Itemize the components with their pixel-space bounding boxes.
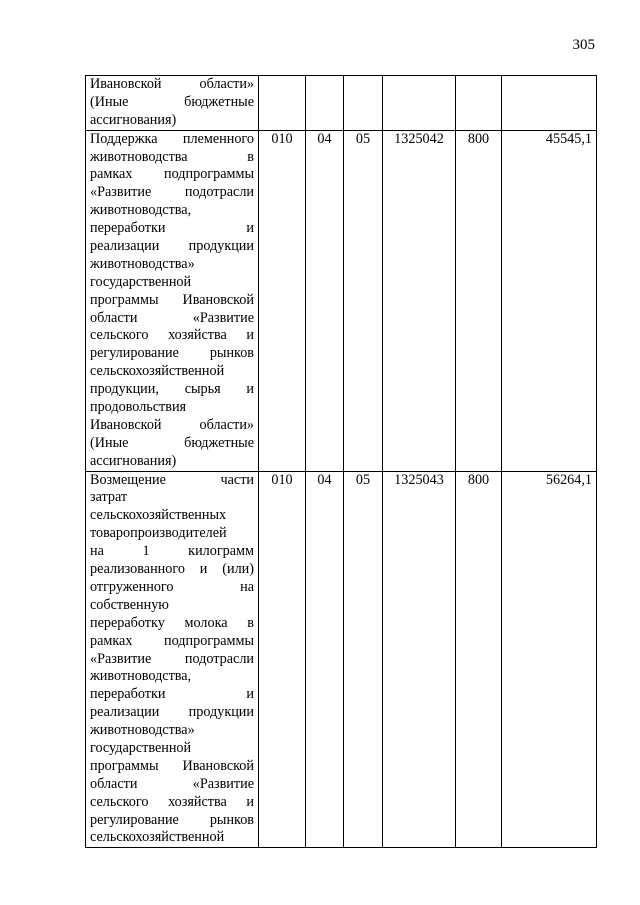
row-name-line: сельскохозяйственных: [90, 507, 227, 524]
row-name-line: продовольствия: [90, 399, 187, 416]
row-name-line: отгруженного на: [90, 578, 254, 595]
row-name-line: сельского хозяйства и: [90, 327, 254, 344]
gr-cell: 010: [259, 471, 306, 848]
row-name-line: продукции, сырья и: [90, 381, 254, 398]
row-name-cell: [86, 130, 259, 471]
row-name-line: животноводства»: [90, 255, 195, 272]
pr-cell: [344, 76, 383, 131]
table-row: [86, 130, 597, 471]
row-name-line: Ивановской области»: [90, 76, 254, 92]
sum-cell: [502, 76, 597, 131]
vr-cell: 800: [456, 130, 502, 471]
row-name-line: реализованного и (или): [90, 561, 254, 578]
gr-cell: 010: [259, 130, 306, 471]
row-name-line: программы Ивановской: [90, 757, 254, 774]
row-name-line: животноводства в: [90, 148, 254, 165]
row-name-cell: [86, 76, 259, 131]
row-name-line: ассигнования): [90, 452, 177, 469]
row-name-line: государственной: [90, 739, 192, 756]
row-name-line: «Развитие подотрасли: [90, 184, 254, 201]
row-name-line: переработки и: [90, 686, 254, 703]
row-name-line: рамках подпрограммы: [90, 166, 254, 183]
csr-cell: 1325042: [383, 130, 456, 471]
table-row: [86, 471, 597, 848]
rz-cell: [306, 76, 344, 131]
row-name-line: Поддержка племенного: [90, 130, 254, 147]
row-name-line: сельскохозяйственной: [90, 829, 225, 846]
row-name-line: животноводства»: [90, 722, 195, 739]
pr-cell: 05: [344, 471, 383, 848]
row-name-line: товаропроизводителей: [90, 525, 227, 542]
row-name-line: регулирование рынков: [90, 811, 254, 828]
rz-cell: 04: [306, 471, 344, 848]
row-name-line: реализации продукции: [90, 704, 254, 721]
rz-cell: 04: [306, 130, 344, 471]
row-name-line: (Иные бюджетные: [90, 93, 254, 110]
row-name-line: затрат: [90, 489, 128, 506]
row-name-line: Возмещение части: [90, 471, 254, 488]
row-name-line: собственную: [90, 596, 169, 613]
row-name-line: переработку молока в: [90, 614, 254, 631]
row-name-cell: [86, 471, 259, 848]
row-name-line: сельского хозяйства и: [90, 793, 254, 810]
row-name-line: переработки и: [90, 220, 254, 237]
table-row: [86, 76, 597, 131]
row-name-line: программы Ивановской: [90, 291, 254, 308]
row-name-line: сельскохозяйственной: [90, 363, 225, 380]
row-name-line: реализации продукции: [90, 238, 254, 255]
row-name-line: государственной: [90, 273, 192, 290]
pr-cell: 05: [344, 130, 383, 471]
row-name-line: области «Развитие: [90, 309, 254, 326]
row-name-line: (Иные бюджетные: [90, 434, 254, 451]
row-name-line: рамках подпрограммы: [90, 632, 254, 649]
sum-cell: 45545,1: [502, 130, 597, 471]
sum-cell: 56264,1: [502, 471, 597, 848]
row-name-line: регулирование рынков: [90, 345, 254, 362]
row-name-line: Ивановской области»: [90, 416, 254, 433]
csr-cell: [383, 76, 456, 131]
vr-cell: [456, 76, 502, 131]
gr-cell: [259, 76, 306, 131]
csr-cell: 1325043: [383, 471, 456, 848]
row-name-line: «Развитие подотрасли: [90, 650, 254, 667]
row-name-line: области «Развитие: [90, 775, 254, 792]
row-name-line: на 1 килограмм: [90, 543, 254, 560]
page-number: 305: [572, 37, 595, 53]
budget-table: [85, 75, 597, 848]
row-name-line: животноводства,: [90, 668, 192, 685]
row-name-line: животноводства,: [90, 202, 192, 219]
vr-cell: 800: [456, 471, 502, 848]
row-name-line: ассигнования): [90, 111, 177, 128]
